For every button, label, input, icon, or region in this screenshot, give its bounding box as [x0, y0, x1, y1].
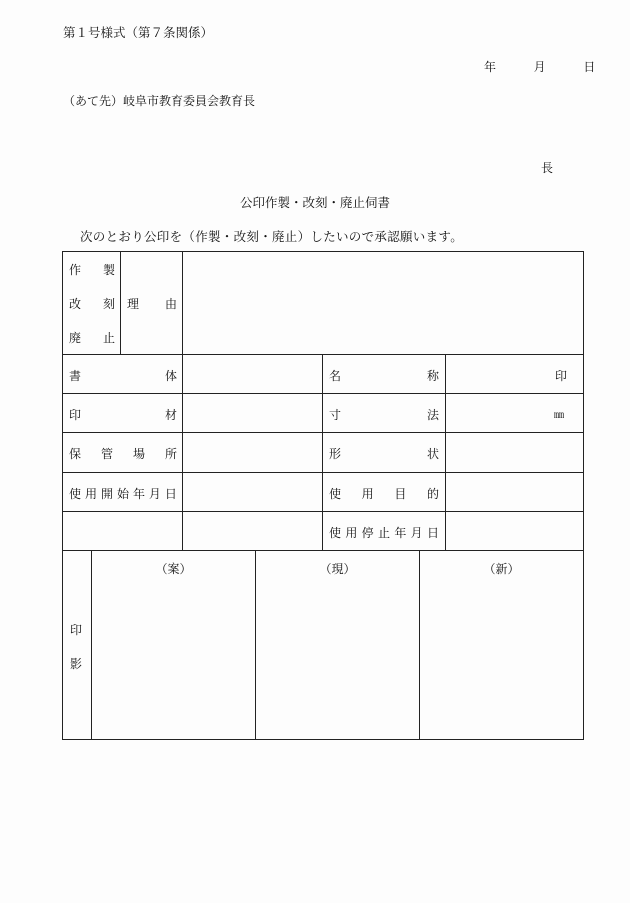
table-border-top — [62, 251, 584, 252]
date-month-unit: 月 — [533, 60, 546, 74]
date-day-unit: 日 — [583, 60, 596, 74]
dimensions-label: 寸 法 — [329, 408, 439, 422]
start-date-label: 使 用 開 始 年 月 日 — [69, 487, 177, 501]
mm-unit: ㎜ — [554, 410, 564, 421]
action-create: 作 製 — [69, 263, 115, 277]
date-line — [484, 58, 595, 75]
request-statement: 次のとおり公印を（作製・改刻・廃止）したいので承認願います。 — [80, 229, 464, 244]
table-border-left — [62, 251, 63, 740]
storage-location-label: 保 管 場 所 — [69, 447, 177, 461]
seal-column-new: （新） — [483, 562, 520, 576]
typeface-label: 書 体 — [69, 369, 177, 383]
col-divider — [120, 251, 121, 355]
seal-column-current: （現） — [319, 562, 356, 576]
table-border-right — [583, 251, 584, 740]
col-divider — [445, 354, 446, 551]
addressee: （あて先）岐阜市教育委員会教育長 — [63, 94, 256, 108]
seal-name-label: 名 称 — [329, 369, 439, 383]
seal-request-table — [62, 251, 584, 740]
row-divider — [62, 472, 584, 473]
row-divider — [62, 511, 584, 512]
col-divider — [255, 550, 256, 740]
col-divider — [419, 550, 420, 740]
action-recarve: 改 刻 — [69, 297, 115, 311]
row-divider — [62, 393, 584, 394]
stop-date-label: 使 用 停 止 年 月 日 — [329, 526, 439, 540]
row-divider — [62, 354, 584, 355]
seal-column-proposed: （案） — [155, 562, 192, 576]
row-divider — [62, 550, 584, 551]
row-divider — [62, 432, 584, 433]
applicant-head-title: 長 — [541, 161, 554, 175]
shape-label: 形 状 — [329, 447, 439, 461]
seal-impression-label-2: 影 — [70, 657, 83, 671]
reason-label: 理 由 — [127, 297, 177, 311]
table-border-bottom — [62, 739, 584, 740]
date-year-unit: 年 — [484, 60, 497, 74]
seal-impression-label-1: 印 — [70, 623, 83, 637]
form-number: 第１号様式（第７条関係） — [63, 25, 214, 40]
document-title: 公印作製・改刻・廃止伺書 — [239, 195, 390, 210]
col-divider — [182, 251, 183, 551]
col-divider — [322, 354, 323, 551]
material-label: 印 材 — [69, 408, 177, 422]
action-abolish: 廃 止 — [69, 331, 115, 345]
seal-suffix: 印 — [555, 369, 568, 383]
col-divider — [91, 550, 92, 740]
purpose-label: 使 用 目 的 — [329, 487, 439, 501]
